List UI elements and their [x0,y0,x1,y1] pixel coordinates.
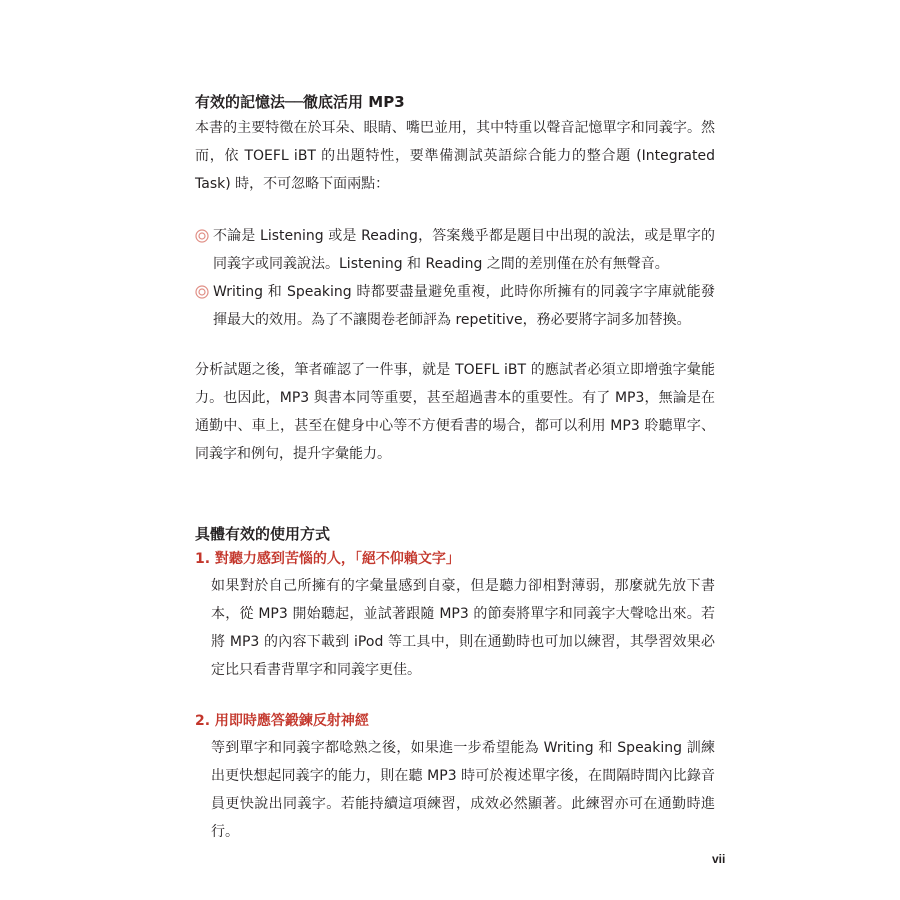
usage-item-body: 等到單字和同義字都唸熟之後，如果進一步希望能為 Writing 和 Speaking 訓練出更快想起同義字的能力，則在聽 MP3 時可於複述單字後，在間隔時間內比錄音員更快說出同義字。若能持續這項練習，成效必然顯著。此練習亦可在通勤時進行。 [211,740,715,840]
usage-item-listening [195,546,715,684]
key-points-list [195,222,715,334]
intro-paragraph: 本書的主要特徵在於耳朵、眼睛、嘴巴並用，其中特重以聲音記憶單字和同義字。然而，依 TOEFL iBT 的出題特性，要準備測試英語綜合能力的整合題 (Integrated Task) 時，不可忽略下面兩點： [195,120,715,192]
usage-item-heading: 2. 用即時應答鍛鍊反射神經 [195,713,369,729]
bullet-text: 不論是 Listening 或是 Reading，答案幾乎都是題目中出現的說法，或是單字的同義字或同義說法。Listening 和 Reading 之間的差別僅在於有無聲音。 [213,228,715,272]
list-item [195,222,715,278]
page-number: vii [712,852,726,866]
usage-item-reflex [195,708,715,846]
section-title-usage: 具體有效的使用方式 [195,525,331,543]
double-circle-icon [195,285,209,299]
analysis-paragraph: 分析試題之後，筆者確認了一件事，就是 TOEFL iBT 的應試者必須立即增強字彙能力。也因此，MP3 與書本同等重要，甚至超過書本的重要性。有了 MP3，無論是在通勤中、車上，甚至在健身中心等不方便看書的場合，都可以利用 MP3 聆聽單字、同義字和例句，提升字彙能力。 [195,362,715,462]
list-item [195,278,715,334]
double-circle-icon [195,229,209,243]
usage-item-body: 如果對於自己所擁有的字彙量感到自豪，但是聽力卻相對薄弱，那麼就先放下書本，從 MP3 開始聽起，並試著跟隨 MP3 的節奏將單字和同義字大聲唸出來。若將 MP3 的內容下載到 iPod 等工具中，則在通勤時也可加以練習，其學習效果必定比只看書背單字和同義字更佳。 [211,578,715,678]
page-content [195,90,715,846]
usage-item-heading: 1. 對聽力感到苦惱的人，「絕不仰賴文字」 [195,551,460,567]
section-title-mp3: 有效的記憶法──徹底活用 MP3 [195,93,405,111]
bullet-text: Writing 和 Speaking 時都要盡量避免重複，此時你所擁有的同義字字庫就能發揮最大的效用。為了不讓閱卷老師評為 repetitive，務必要將字詞多加替換。 [213,284,715,328]
